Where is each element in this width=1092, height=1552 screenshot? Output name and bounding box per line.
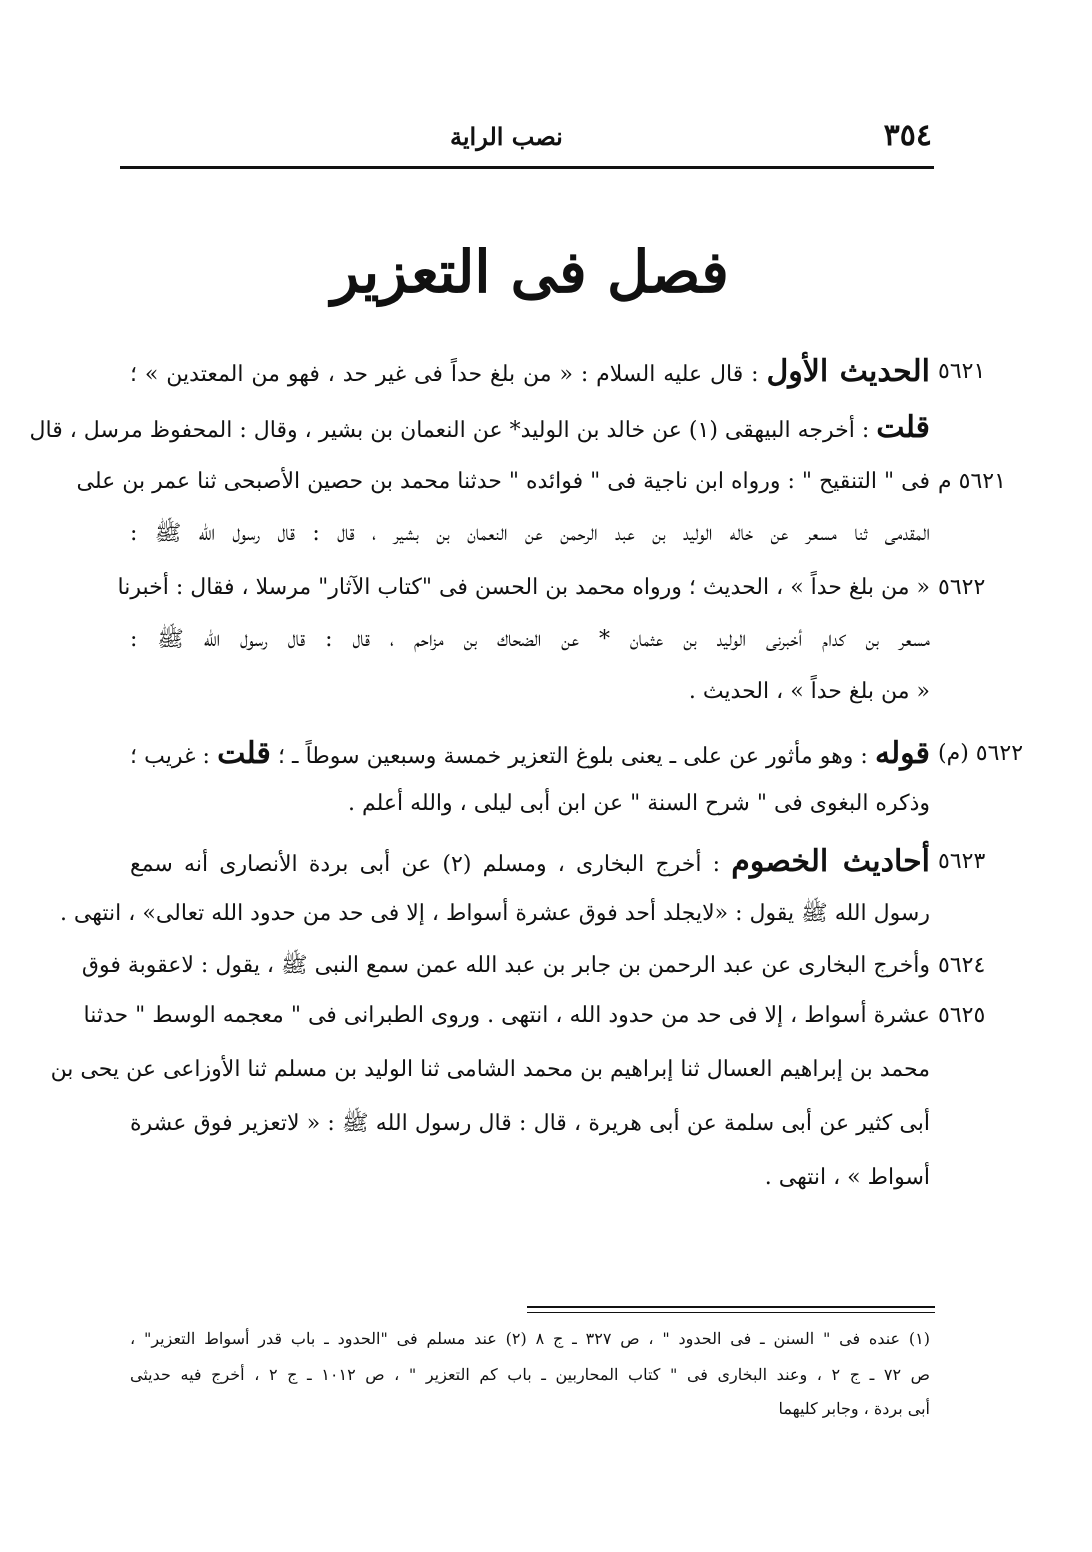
section-heading: أحاديث الخصوم	[731, 844, 930, 879]
page-number: ٣٥٤	[883, 118, 932, 153]
text-line	[130, 352, 930, 392]
text-line: رسول الله ﷺ يقول : «لايجلد أحد فوق عشرة أسواط ، إلا فى حد من حدود الله تعالى» ، انتهى .	[59, 901, 930, 926]
hadith-number: ٥٦٢٤	[938, 953, 986, 978]
footnote-rule	[527, 1312, 935, 1313]
running-title: نصب الراية	[450, 122, 563, 151]
hadith-number: ٥٦٢٢ (م)	[938, 741, 1024, 766]
line-text: : غريب ؛	[130, 744, 210, 769]
text-line	[130, 842, 930, 882]
qult-label: قلت	[217, 736, 271, 771]
hadith-number: ٥٦٢٢	[938, 575, 986, 600]
qawluhu-label: قوله	[874, 736, 931, 771]
line-text: : أخرج البخارى ، ومسلم (٢) عن أبى بردة الأنصارى أنه سمع	[130, 852, 721, 877]
text-line: المقدمى ثنا مسعر عن خاله الوليد بن عبد الرحمن عن النعمان بن بشير ، قال : قال رسول الله ﷺ :	[130, 521, 930, 546]
text-line: وذكره البغوى فى " شرح السنة " عن ابن أبى ليلى ، والله أعلم .	[347, 791, 930, 816]
text-line	[130, 734, 930, 774]
footnote-rule	[527, 1306, 935, 1308]
text-line: محمد بن إبراهيم العسال ثنا إبراهيم بن محمد الشامى ثنا الوليد بن مسلم ثنا الأوزاعى عن يحى بن	[50, 1057, 930, 1082]
hadith-number: ٥٦٢١	[938, 359, 986, 384]
text-line: وأخرج البخارى عن عبد الرحمن بن جابر بن عبد الله عمن سمع النبى ﷺ ، يقول : لاعقوبة فوق	[81, 953, 930, 978]
footnote-line: ص ٧٢ ـ ج ٢ ، وعند البخارى فى " كتاب المحاربين ـ باب كم التعزير " ، ص ١٠١٢ ـ ج ٢ ، أخرج فيه حديثى	[130, 1365, 930, 1384]
line-text: : وهو مأثور عن على ـ يعنى بلوغ التعزير خمسة وسبعين سوطاً ـ ؛	[277, 744, 868, 769]
text-line: « من بلغ حداً » ، الحديث .	[688, 679, 930, 704]
footnote-line: أبى بردة ، وجابر كليهما	[778, 1399, 930, 1418]
text-line: مسعر بن كدام أخبرنى الوليد بن عثمان * عن الضحاك بن مزاحم ، قال : قال رسول الله ﷺ :	[130, 627, 930, 652]
footnote-line: (١) عنده فى " السنن ـ فى الحدود " ، ص ٣٢٧ ـ ج ٨ (٢) عند مسلم فى "الحدود ـ باب قدر أسواط التعزير" ،	[130, 1329, 930, 1348]
hadith-number: ٥٦٢٣	[938, 849, 986, 874]
text-line	[29, 408, 930, 448]
qult-label: قلت	[876, 410, 930, 445]
text-line: عشرة أسواط ، إلا فى حد من حدود الله ، انتهى . وروى الطبرانى فى " معجمه الوسط " حدثنا	[83, 1003, 930, 1028]
text-line: أبى كثير عن أبى سلمة عن أبى هريرة ، قال : قال رسول الله ﷺ : « لاتعزير فوق عشرة	[130, 1111, 930, 1136]
hadith-number: ٥٦٢٥	[938, 1003, 986, 1028]
text-line: أسواط » ، انتهى .	[764, 1165, 930, 1190]
chapter-title: فصل فى التعزير	[331, 238, 729, 306]
header-rule	[120, 166, 934, 169]
text-line: « من بلغ حداً » ، الحديث ؛ ورواه محمد بن الحسن فى "كتاب الآثار" مرسلا ، فقال : أخبرنا	[117, 575, 930, 600]
hadith-number: ٥٦٢١ م	[938, 469, 1006, 494]
line-text: : أخرجه البيهقى (١) عن خالد بن الوليد* عن النعمان بن بشير ، وقال : المحفوظ مرسل ، قال	[29, 418, 870, 443]
section-heading: الحديث الأول	[766, 354, 930, 389]
page-header	[120, 118, 932, 162]
text-line: فى " التنقيح " : ورواه ابن ناجية فى " فوائده " حدثنا محمد بن حصين الأصبحى ثنا عمر بن على	[76, 469, 930, 494]
line-text: : قال عليه السلام : « من بلغ حداً فى غير حد ، فهو من المعتدين » ؛	[130, 362, 759, 387]
